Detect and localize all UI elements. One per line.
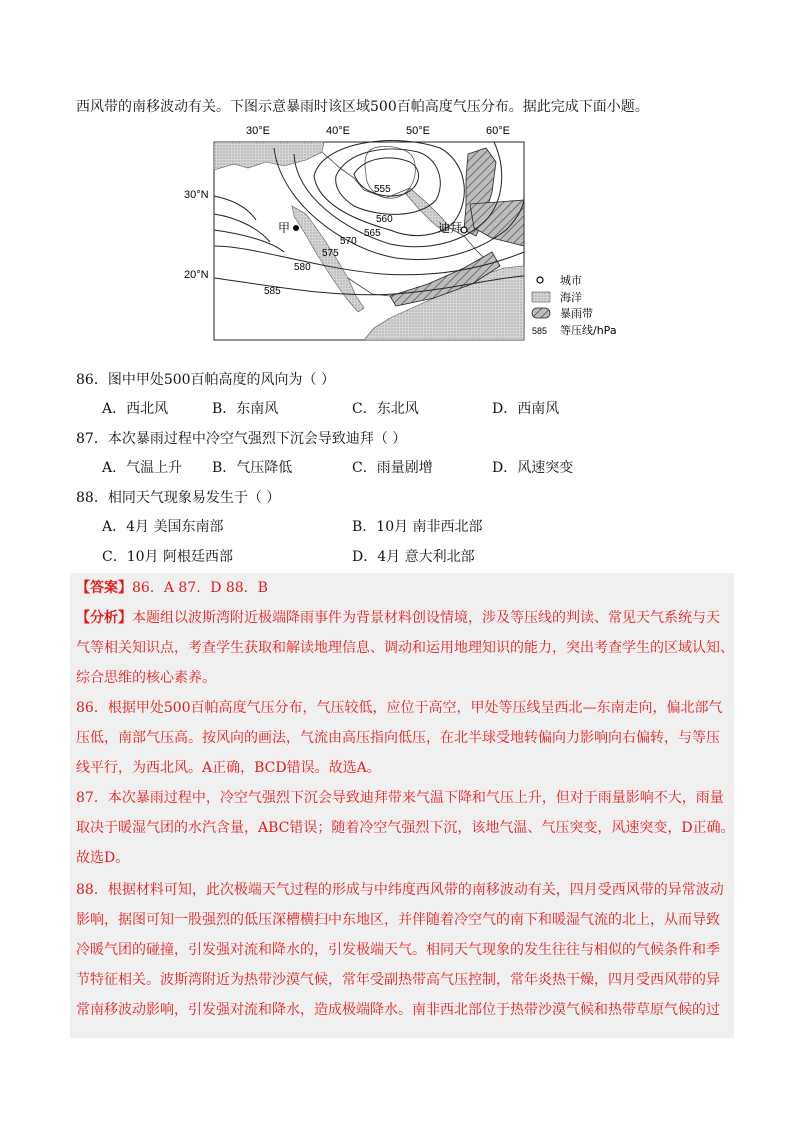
analysis-text-0: 本题组以波斯湾附近极端降雨事件为背景材料创设情境，涉及等压线的判读、常见天气系统与天 xyxy=(132,610,720,626)
jia-label: 甲 xyxy=(278,221,291,235)
answer-values: 86．A 87．D 88．B xyxy=(132,580,268,596)
q87-option-a: A．气温上升 xyxy=(102,460,183,476)
question-87-stem: 87．本次暴雨过程中冷空气强烈下沉会导致迪拜（ ） xyxy=(76,431,407,447)
dubai-label: 迪拜 xyxy=(438,221,463,235)
lat-label-20: 20°N xyxy=(184,269,209,281)
analysis-line-10: 影响，据图可知一股强烈的低压深槽横扫中东地区，并伴随着冷空气的南下和暖湿气流的北上，从而导致 xyxy=(76,912,720,928)
analysis-line-6: 87．本次暴雨过程中，冷空气强烈下沉会导致迪拜带来气温下降和气压上升，但对于雨量影响不大，雨量 xyxy=(76,790,724,806)
q88-option-b: B．10月 南非西北部 xyxy=(352,519,483,535)
map-legend xyxy=(532,274,617,337)
lon-label-60: 60°E xyxy=(486,125,510,137)
analysis-line-7: 取决于暖湿气团的水汽含量，ABC错误；随着冷空气强烈下沉，该地气温、气压突变，风速突变，D正确。 xyxy=(76,820,735,836)
legend-rain-label: 暴雨带 xyxy=(560,307,593,320)
q86-option-d: D．西南风 xyxy=(492,401,560,417)
isobar-label-585: 585 xyxy=(264,286,281,297)
analysis-line-2: 综合思维的核心素养。 xyxy=(76,670,216,686)
q86-option-c: C．东北风 xyxy=(352,401,419,417)
analysis-line-13: 常南移波动影响，引发强对流和降水，造成极端降水。南非西北部位于热带沙漠气候和热带草原气候的过 xyxy=(76,1002,720,1018)
analysis-line-12: 节特征相关。波斯湾附近为热带沙漠气候，常年受副热带高气压控制，常年炎热干燥，四月受西风带的异 xyxy=(76,972,720,988)
isobar-label-565: 565 xyxy=(364,228,381,239)
jia-point xyxy=(293,225,299,231)
lon-label-40: 40°E xyxy=(326,125,350,137)
analysis-line-3: 86．根据甲处500百帕高度气压分布，气压较低，应位于高空，甲处等压线呈西北—东南走向，偏北部气 xyxy=(76,700,723,716)
legend-city-label: 城市 xyxy=(560,274,582,287)
q88-option-d: D．4月 意大利北部 xyxy=(352,549,475,565)
analysis-line-9: 88．根据材料可知，此次极端天气过程的形成与中纬度西风带的南移波动有关，四月受西风带的异常波动 xyxy=(76,882,724,898)
legend-city-icon xyxy=(537,277,543,283)
analysis-line-8: 故选D。 xyxy=(76,850,130,866)
analysis-tag: 【分析】 xyxy=(76,610,132,626)
isobar-label-560: 560 xyxy=(376,214,393,225)
analysis-line-1: 气等相关知识点，考查学生获取和解读地理信息、调动和运用地理知识的能力，突出考查学生的区域认知、 xyxy=(76,640,734,656)
q88-option-c: C．10月 阿根廷西部 xyxy=(102,549,233,565)
lat-label-30: 30°N xyxy=(184,189,209,201)
legend-isobar-label: 等压线/hPa xyxy=(560,324,617,337)
question-88-stem: 88．相同天气现象易发生于（ ） xyxy=(76,490,281,506)
pressure-map xyxy=(184,118,624,348)
legend-ocean-swatch xyxy=(532,292,550,302)
legend-ocean-label: 海洋 xyxy=(560,291,582,304)
legend-rain-swatch xyxy=(532,308,550,318)
isobar-label-580: 580 xyxy=(294,262,311,273)
answer-tag: 【答案】 xyxy=(76,580,132,596)
q86-option-b: B．东南风 xyxy=(212,401,279,417)
q87-option-d: D．风速突变 xyxy=(492,460,574,476)
analysis-line-4: 压低，南部气压高。按风向的画法，气流由高压指向低压，在北半球受地转偏向力影响向右偏转，与等压 xyxy=(76,730,720,746)
lon-label-30: 30°E xyxy=(246,125,270,137)
q86-option-a: A．西北风 xyxy=(102,401,169,417)
question-86-stem: 86．图中甲处500百帕高度的风向为（ ） xyxy=(76,372,335,388)
q87-option-c: C．雨量剧增 xyxy=(352,460,433,476)
answer-line xyxy=(76,577,268,597)
analysis-line-11: 冷暖气团的碰撞，引发强对流和降水的，引发极端天气。相同天气现象的发生往往与相似的气候条件和季 xyxy=(76,942,720,958)
legend-isobar-sample: 585 xyxy=(532,326,548,336)
lon-label-50: 50°E xyxy=(406,125,430,137)
q88-option-a: A．4月 美国东南部 xyxy=(102,519,224,535)
isobar-label-570: 570 xyxy=(340,236,357,247)
analysis-line-0 xyxy=(76,607,720,627)
isobar-label-555: 555 xyxy=(374,184,391,195)
q87-option-b: B．气压降低 xyxy=(212,460,293,476)
isobar-label-575: 575 xyxy=(322,248,339,259)
intro-text: 西风带的南移波动有关。下图示意暴雨时该区域500百帕高度气压分布。据此完成下面小题。 xyxy=(76,99,649,115)
analysis-line-5: 线平行，为西北风。A正确，BCD错误。故选A。 xyxy=(76,760,381,776)
